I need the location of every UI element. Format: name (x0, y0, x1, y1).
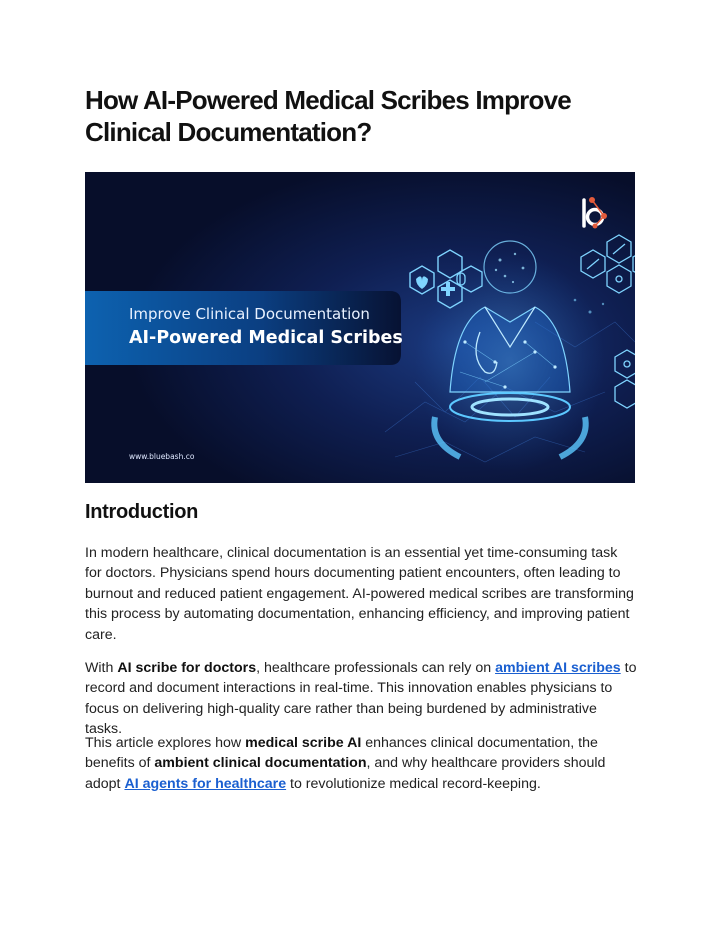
section-heading: Introduction (85, 501, 199, 523)
text-span: to record and document interactions in real-time. This innovation enables physicians to focus on delivering high-quality care rather than being burdened by administrative tasks. (85, 660, 637, 738)
bold-phrase: AI scribe for doctors (117, 660, 257, 676)
intro-paragraph-3 (85, 733, 637, 794)
text-span: With (85, 660, 118, 676)
banner-website: www.bluebash.co (129, 452, 195, 461)
bold-phrase: ambient clinical documentation (154, 755, 367, 772)
text-span: enhances clinical documentation, the benefits of (85, 735, 598, 772)
text-span: This article explores how (85, 735, 246, 751)
article-title: How AI-Powered Medical Scribes Improve Clinical Documentation? (85, 85, 571, 147)
text-span: to revolutionize medical record-keeping. (286, 775, 541, 792)
ambient-ai-scribes-link[interactable]: ambient AI scribes (495, 660, 621, 676)
text-span: , and why healthcare providers should adopt (85, 755, 606, 792)
banner-subtitle: Improve Clinical Documentation (129, 305, 370, 323)
intro-paragraph-2 (85, 658, 637, 740)
intro-paragraph-1: In modern healthcare, clinical documentation is an essential yet time-consuming task for doctors. Physicians spend hours documenting patient encounters, often leading to burnout and reduced patient engagement. AI-powered medical scribes are transforming this process by automating documentation, enhancing efficiency, and improving patient care. (85, 545, 634, 643)
hero-banner-image (85, 172, 635, 483)
banner-headline: AI-Powered Medical Scribes (129, 328, 403, 348)
bold-phrase: medical scribe AI (245, 735, 362, 751)
ai-agents-for-healthcare-link[interactable]: AI agents for healthcare (124, 775, 287, 792)
text-span: , healthcare professionals can rely on (256, 660, 496, 676)
